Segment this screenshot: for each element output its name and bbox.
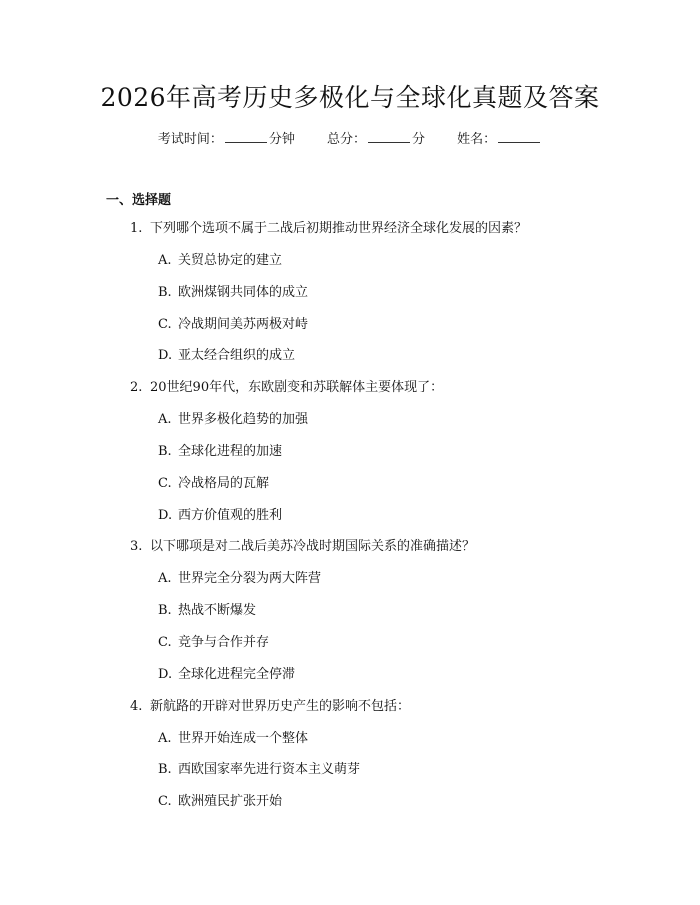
question-number: 2. — [130, 380, 143, 396]
option-letter: B. — [158, 762, 172, 778]
option-letter: C. — [158, 475, 172, 491]
question-text: 以下哪项是对二战后美苏冷战时期国际关系的准确描述？ — [150, 539, 476, 555]
option-text: 世界开始连成一个整体 — [178, 730, 309, 746]
answer-option — [130, 665, 650, 685]
answer-option — [130, 346, 650, 366]
option-letter: B. — [158, 284, 172, 300]
question-stem — [130, 697, 650, 717]
option-text: 西方价值观的胜利 — [178, 507, 283, 523]
option-letter: A. — [158, 571, 172, 587]
question-text: 20世纪90年代，东欧剧变和苏联解体主要体现了： — [150, 380, 444, 396]
answer-option — [130, 315, 650, 335]
exam-time-label: 考试时间： — [157, 132, 223, 147]
option-text: 关贸总协定的建立 — [178, 253, 283, 268]
question-list — [130, 219, 650, 824]
answer-option — [130, 442, 650, 462]
answer-option — [130, 506, 650, 526]
section-title: 一、选择题 — [106, 193, 172, 208]
option-text: 欧洲煤钢共同体的成立 — [178, 284, 309, 300]
answer-option — [130, 474, 650, 494]
option-text: 全球化进程完全停滞 — [178, 666, 296, 682]
answer-option — [130, 251, 650, 271]
option-text: 热战不断爆发 — [178, 603, 257, 619]
question-stem — [130, 537, 650, 557]
option-letter: C. — [158, 316, 172, 332]
option-text: 冷战格局的瓦解 — [178, 475, 270, 491]
option-text: 西欧国家率先进行资本主义萌芽 — [178, 762, 361, 778]
total-score-label: 总分： — [326, 132, 366, 147]
question-number: 3. — [130, 539, 143, 555]
total-score-blank — [368, 130, 410, 143]
answer-option — [130, 729, 650, 749]
answer-option — [130, 601, 650, 621]
option-text: 竞争与合作并存 — [178, 634, 270, 650]
question-item — [130, 697, 650, 813]
answer-option — [130, 633, 650, 653]
answer-option — [130, 760, 650, 780]
option-letter: D. — [158, 507, 173, 523]
answer-option — [130, 410, 650, 430]
total-score-field — [327, 130, 425, 150]
exam-info-line — [0, 130, 700, 150]
exam-time-unit: 分钟 — [268, 132, 295, 147]
answer-option — [130, 283, 650, 303]
option-letter: D. — [158, 666, 173, 682]
question-number: 1. — [130, 221, 143, 236]
option-text: 世界多极化趋势的加强 — [178, 412, 309, 428]
exam-time-blank — [225, 130, 267, 143]
option-letter: B. — [158, 603, 172, 619]
option-letter: A. — [158, 730, 172, 746]
question-text: 下列哪个选项不属于二战后初期推动世界经济全球化发展的因素？ — [150, 221, 528, 236]
total-score-unit: 分 — [412, 132, 426, 147]
question-stem — [130, 378, 650, 398]
option-text: 世界完全分裂为两大阵营 — [178, 571, 322, 587]
option-text: 欧洲殖民扩张开始 — [178, 794, 283, 810]
option-text: 亚太经合组织的成立 — [178, 348, 296, 364]
question-number: 4. — [130, 698, 143, 714]
question-item — [130, 537, 650, 684]
name-field — [457, 130, 542, 150]
question-text: 新航路的开辟对世界历史产生的影响不包括： — [150, 698, 411, 714]
name-blank — [498, 130, 540, 143]
option-letter: A. — [158, 253, 172, 268]
option-letter: B. — [158, 443, 172, 459]
option-letter: D. — [158, 348, 173, 364]
option-text: 冷战期间美苏两极对峙 — [178, 316, 309, 332]
answer-option — [130, 569, 650, 589]
page-title: 2026年高考历史多极化与全球化真题及答案 — [100, 83, 600, 112]
question-stem — [130, 219, 650, 239]
option-letter: A. — [158, 412, 172, 428]
name-label: 姓名： — [457, 132, 497, 147]
option-letter: C. — [158, 794, 172, 810]
option-text: 全球化进程的加速 — [178, 443, 283, 459]
exam-time-field — [158, 130, 295, 150]
question-item — [130, 378, 650, 525]
answer-option — [130, 792, 650, 812]
option-letter: C. — [158, 634, 172, 650]
question-item — [130, 219, 650, 366]
